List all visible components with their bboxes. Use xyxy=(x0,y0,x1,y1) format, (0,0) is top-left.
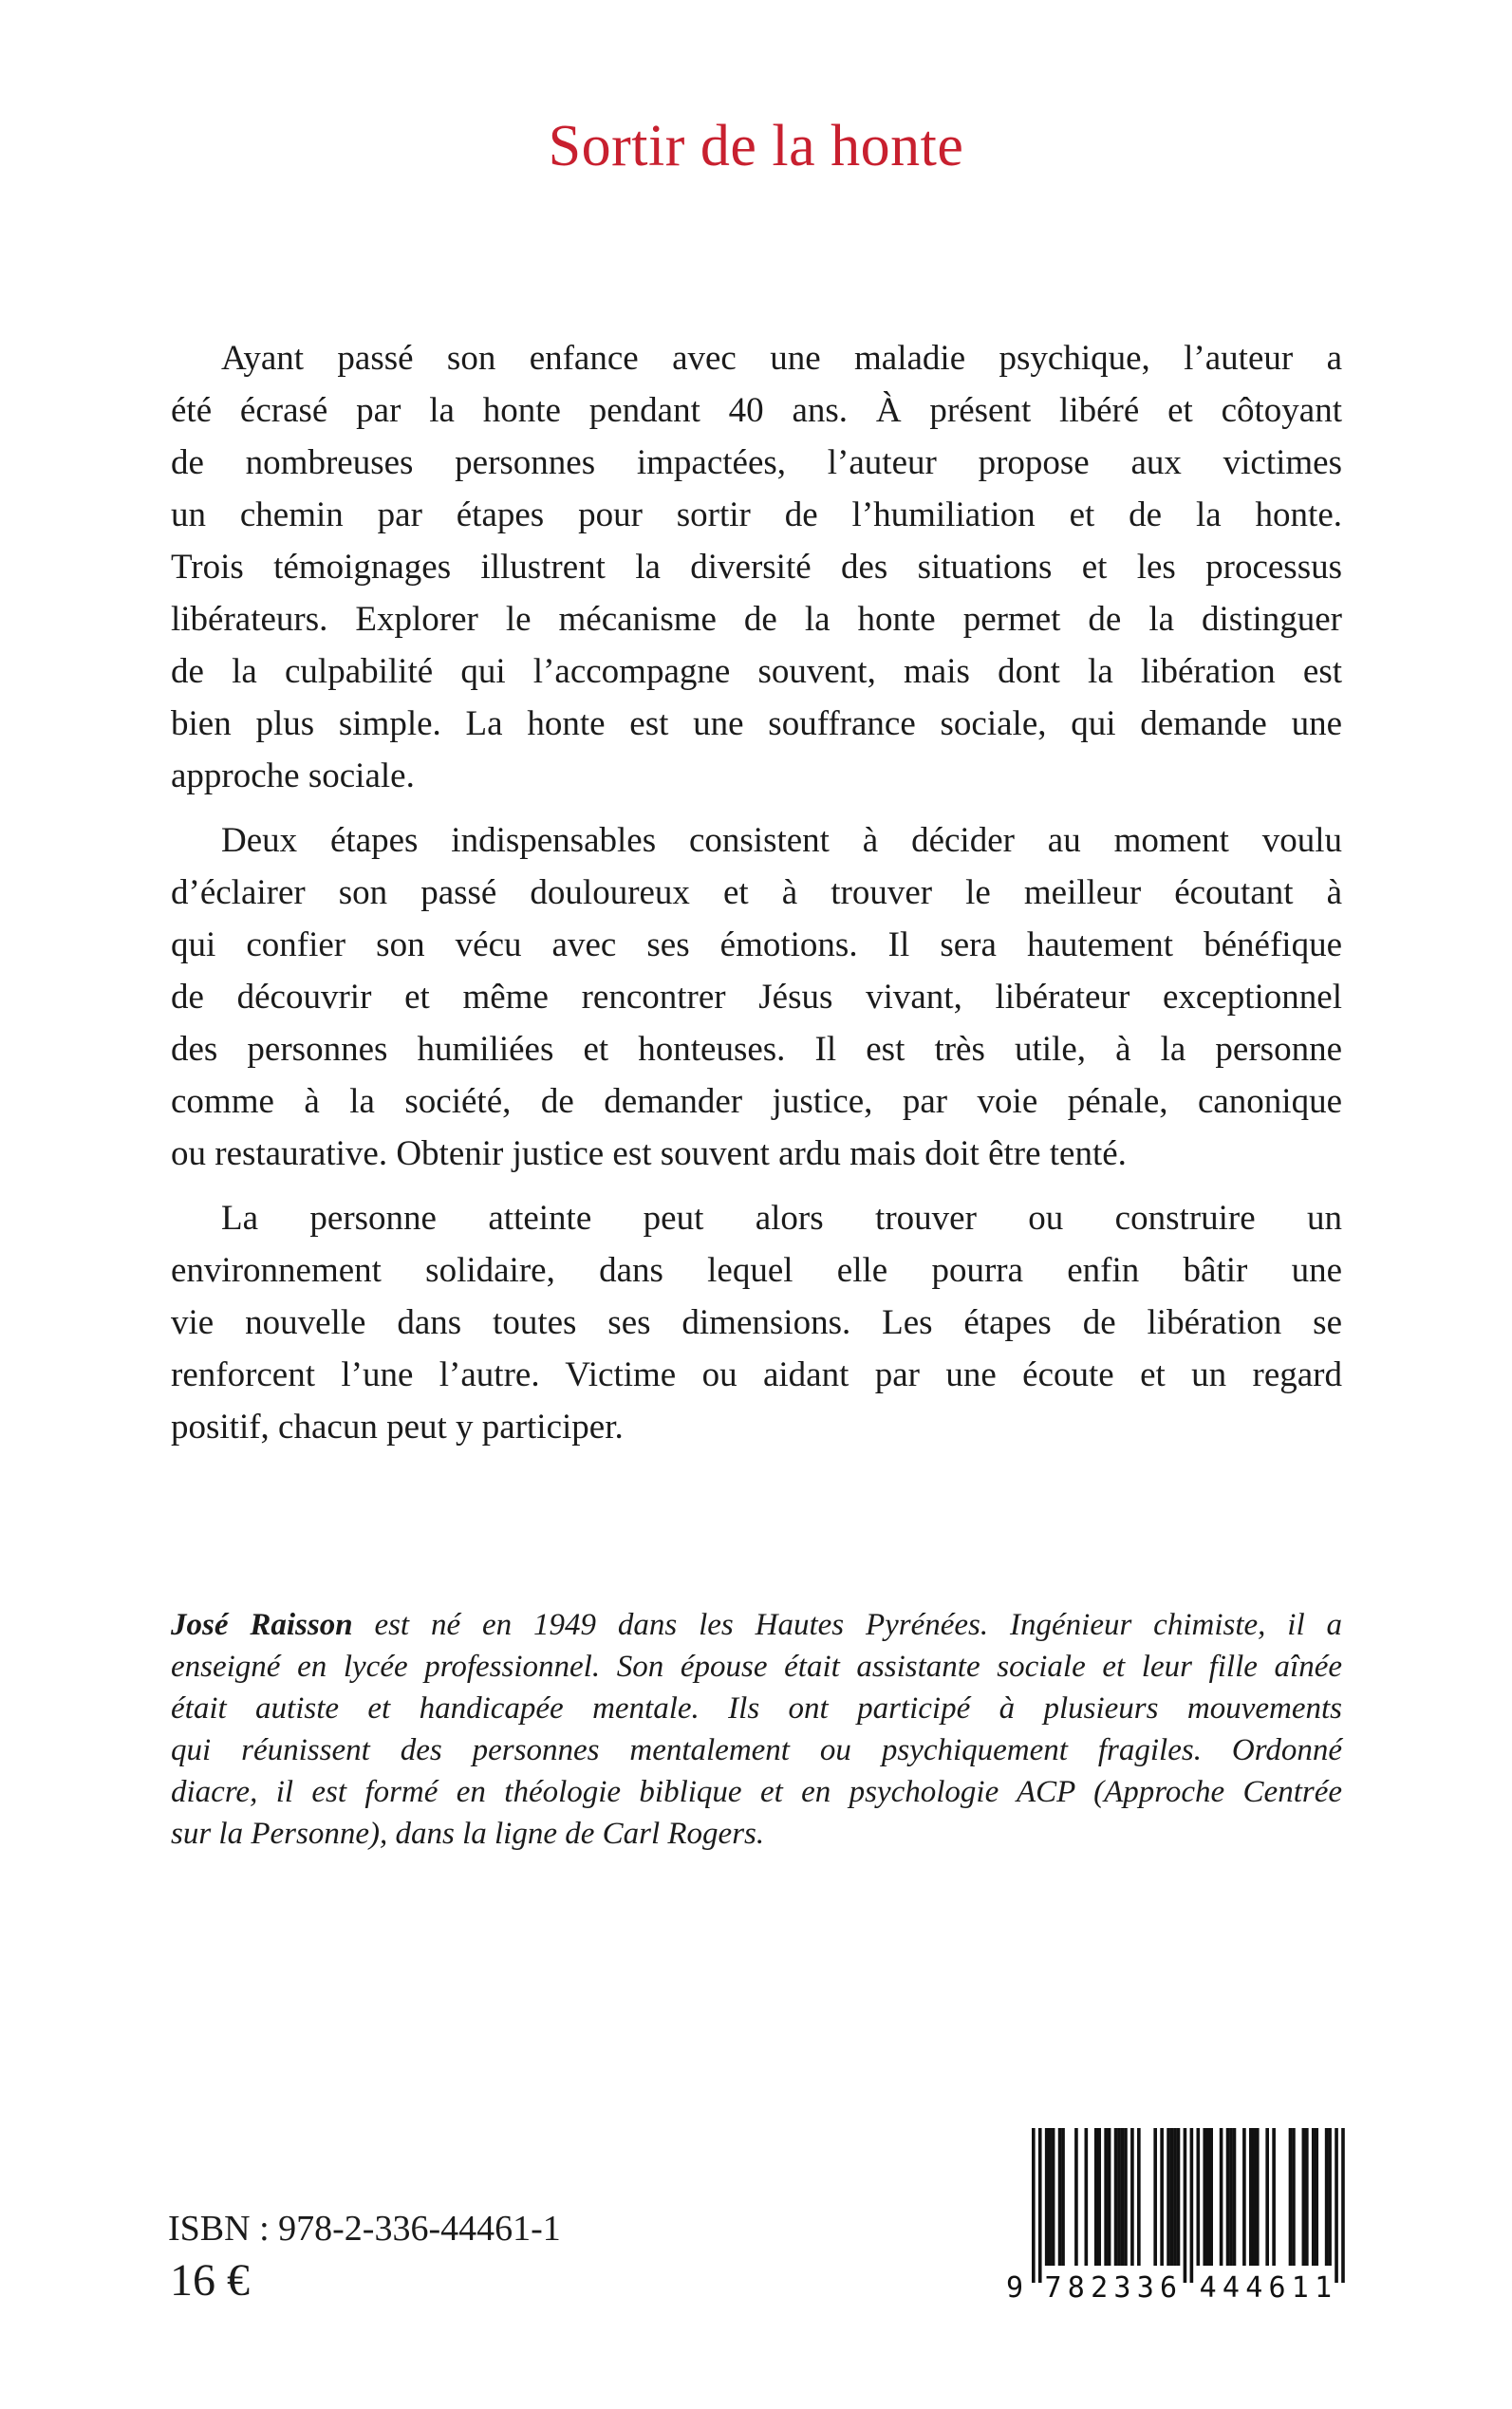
text-line: Ayant passé son enfance avec une maladie psychique, l’auteur a xyxy=(221,339,1342,378)
svg-text:4: 4 xyxy=(1222,2271,1240,2305)
text-line: positif, chacun peut y participer. xyxy=(171,1408,624,1447)
text-line: bien plus simple. La honte est une souffrance sociale, qui demande une xyxy=(171,704,1342,743)
text-line: environnement solidaire, dans lequel elle pourra enfin bâtir une xyxy=(171,1251,1342,1290)
svg-text:4: 4 xyxy=(1199,2271,1217,2305)
book-title: Sortir de la honte xyxy=(548,114,964,178)
text-line: La personne atteinte peut alors trouver ou construire un xyxy=(221,1199,1342,1238)
bio-text: est né en 1949 dans les Hautes Pyrénées. Ingénieur chimiste, il a xyxy=(352,1608,1342,1642)
summary-text xyxy=(171,332,1342,1453)
svg-text:9: 9 xyxy=(1005,2271,1024,2305)
svg-text:1: 1 xyxy=(1291,2271,1309,2305)
svg-text:4: 4 xyxy=(1245,2271,1263,2305)
text-line: comme à la société, de demander justice, par voie pénale, canonique xyxy=(171,1082,1342,1121)
text-line: Trois témoignages illustrent la diversité des situations et les processus xyxy=(171,548,1342,587)
svg-text:6: 6 xyxy=(1159,2271,1178,2305)
svg-text:7: 7 xyxy=(1044,2271,1062,2305)
text-line: des personnes humiliées et honteuses. Il est très utile, à la personne xyxy=(171,1030,1342,1069)
price-label: 16 € xyxy=(170,2255,250,2306)
text-line: renforcent l’une l’autre. Victime ou aidant par une écoute et un regard xyxy=(171,1355,1342,1394)
summary-paragraph-2 xyxy=(171,814,1342,1180)
svg-text:6: 6 xyxy=(1268,2271,1286,2305)
author-bio xyxy=(171,1604,1342,1855)
isbn-label: ISBN : 978-2-336-44461-1 xyxy=(168,2209,561,2249)
bio-line: qui réunissent des personnes mentalement ou psychiquement fragiles. Ordonné xyxy=(171,1733,1342,1767)
text-line: de nombreuses personnes impactées, l’auteur propose aux victimes xyxy=(171,443,1342,482)
bio-line: sur la Personne), dans la ligne de Carl Rogers. xyxy=(171,1817,765,1851)
svg-text:3: 3 xyxy=(1136,2271,1154,2305)
svg-text:1: 1 xyxy=(1315,2271,1333,2305)
bio-line: enseigné en lycée professionnel. Son épouse était assistante sociale et leur fille aînée xyxy=(171,1650,1342,1684)
bio-line: diacre, il est formé en théologie biblique et en psychologie ACP (Approche Centrée xyxy=(171,1775,1342,1809)
text-line: ou restaurative. Obtenir justice est souvent ardu mais doit être tenté. xyxy=(171,1134,1127,1173)
summary-paragraph-3 xyxy=(171,1192,1342,1453)
text-line: libérateurs. Explorer le mécanisme de la honte permet de la distinguer xyxy=(171,600,1342,639)
text-line: approche sociale. xyxy=(171,756,415,795)
svg-text:3: 3 xyxy=(1113,2271,1131,2305)
text-line: d’éclairer son passé douloureux et à trouver le meilleur écoutant à xyxy=(171,873,1342,912)
text-line: de la culpabilité qui l’accompagne souvent, mais dont la libération est xyxy=(171,652,1342,691)
text-line: été écrasé par la honte pendant 40 ans. À présent libéré et côtoyant xyxy=(171,391,1342,430)
text-line: vie nouvelle dans toutes ses dimensions. Les étapes de libération se xyxy=(171,1303,1342,1342)
svg-text:8: 8 xyxy=(1067,2271,1085,2305)
summary-paragraph-1 xyxy=(171,332,1342,802)
text-line: Deux étapes indispensables consistent à décider au moment voulu xyxy=(221,821,1342,860)
author-name: José Raisson xyxy=(171,1608,353,1642)
ean13-barcode xyxy=(997,2117,1357,2306)
bio-line xyxy=(171,1604,1342,1646)
text-line: de découvrir et même rencontrer Jésus vivant, libérateur exceptionnel xyxy=(171,978,1342,1017)
barcode-icon xyxy=(997,2117,1357,2306)
svg-text:2: 2 xyxy=(1091,2271,1109,2305)
text-line: un chemin par étapes pour sortir de l’humiliation et de la honte. xyxy=(171,495,1342,534)
bio-line: était autiste et handicapée mentale. Ils ont participé à plusieurs mouvements xyxy=(171,1691,1342,1726)
text-line: qui confier son vécu avec ses émotions. Il sera hautement bénéfique xyxy=(171,925,1342,964)
